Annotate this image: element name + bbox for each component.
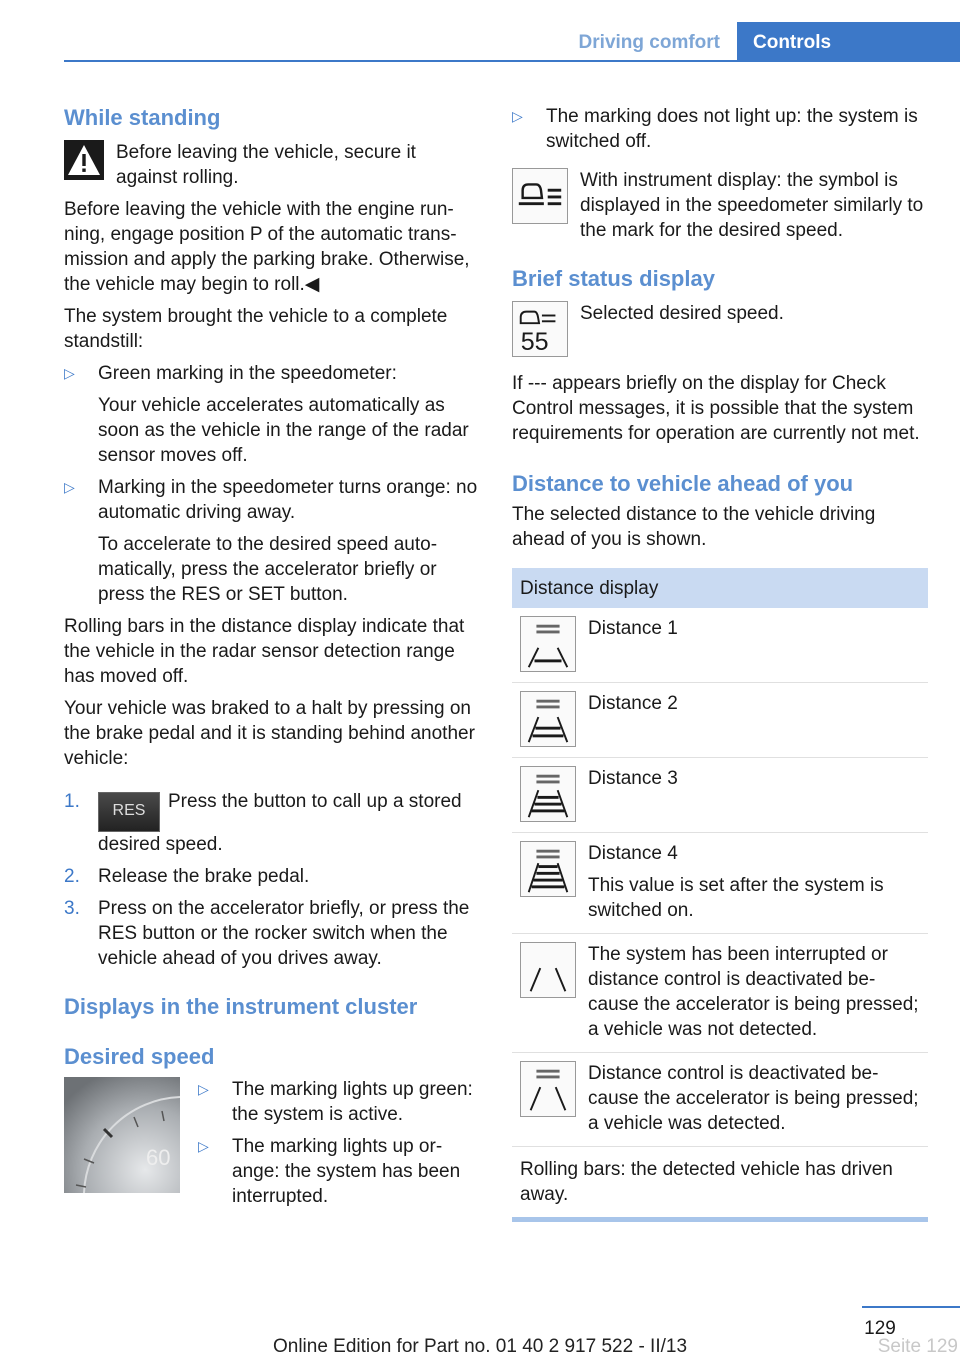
table-cell: Distance 4 xyxy=(588,843,678,864)
triangle-bullet-icon: ▷ xyxy=(198,1138,209,1154)
triangle-bullet-icon: ▷ xyxy=(64,365,75,381)
watermark: Seite 129 xyxy=(877,1336,958,1357)
brief-status-block xyxy=(512,301,928,357)
bullet-subtext: To accelerate to the desired speed auto-matically, press the accelerator briefly or press the RES or SET button. xyxy=(98,534,438,605)
distance-2-icon xyxy=(520,691,576,747)
table-row xyxy=(512,758,928,833)
res-button-icon: RES xyxy=(98,792,160,832)
bullet-text: Marking in the speedometer turns orange: no automatic driving away. xyxy=(98,477,478,523)
page-number: 129 xyxy=(864,1318,896,1339)
bullet-item xyxy=(64,475,482,607)
distance-table xyxy=(512,568,928,1222)
heading-distance: Distance to vehicle ahead of you xyxy=(512,471,854,496)
para-braked: Your vehicle was braked to a halt by pressing on the brake pedal and it is standing behind another vehicle: xyxy=(64,698,475,769)
bullet-item xyxy=(198,1134,482,1209)
bullet-text: The marking does not light up: the system is switched off. xyxy=(546,106,918,152)
instrument-display-text: With instrument display: the symbol is displayed in the speedometer similarly to the mark for the desired speed. xyxy=(580,170,924,241)
table-cell: Distance 1 xyxy=(588,618,678,639)
para-rolling-bars: Rolling bars in the distance display indicate that the vehicle in the radar sensor detection range has moved off. xyxy=(64,616,465,687)
para-selected-distance: The selected distance to the vehicle driving ahead of you is shown. xyxy=(512,504,876,550)
table-row xyxy=(512,608,928,683)
distance-deactivated-icon xyxy=(520,1061,576,1117)
warning-text: Before leaving the vehicle, secure it against rolling. xyxy=(116,142,416,188)
heading-desired-speed: Desired speed xyxy=(64,1044,215,1069)
header-rule xyxy=(64,60,960,62)
step-number: 2. xyxy=(64,866,80,887)
warning-block xyxy=(64,140,482,190)
table-cell: Distance 3 xyxy=(588,768,678,789)
table-cell: Distance 2 xyxy=(588,693,678,714)
distance-4-icon xyxy=(520,841,576,897)
bullet-text: The marking lights up green: the system is active. xyxy=(232,1079,473,1125)
bullet-text: Green marking in the speedometer: xyxy=(98,363,397,384)
left-column xyxy=(64,104,482,1209)
page-number-rule xyxy=(862,1306,960,1308)
bullet-item xyxy=(198,1077,482,1127)
footer-text: Online Edition for Part no. 01 40 2 917 522 - II/13 xyxy=(272,1336,688,1357)
para-leave-vehicle: Before leaving the vehicle with the engine run-ning, engage position P of the automatic trans-mission and apply the parking brake. Otherwise, the vehicle may begin to roll.◀ xyxy=(64,199,470,295)
bullet-text: The marking lights up or-ange: the system has been interrupted. xyxy=(232,1136,461,1207)
triangle-bullet-icon: ▷ xyxy=(64,479,75,495)
step-text: Release the brake pedal. xyxy=(98,866,310,887)
distance-1-icon xyxy=(520,616,576,672)
step-number: 3. xyxy=(64,898,80,919)
table-row xyxy=(512,833,928,934)
bullet-subtext: Your vehicle accelerates automatically as soon as the vehicle in the range of the radar sensor moves off. xyxy=(98,395,469,466)
step-item xyxy=(64,789,482,857)
instrument-display-note xyxy=(512,168,928,243)
heading-brief-status: Brief status display xyxy=(512,266,715,291)
step-number: 1. xyxy=(64,791,80,812)
table-row xyxy=(512,1053,928,1147)
heading-while-standing: While standing xyxy=(64,105,221,130)
table-cell: Distance control is deactivated be-cause the accelerator is being pressed; a vehicle was detected. xyxy=(588,1063,919,1134)
bullet-item xyxy=(512,104,928,154)
table-cell: The system has been interrupted or distance control is deactivated be-cause the accelerator is being pressed; a vehicle was not detected. xyxy=(588,944,919,1040)
distance-table-footer: Rolling bars: the detected vehicle has driven away. xyxy=(520,1159,893,1205)
table-row xyxy=(512,934,928,1053)
step-item xyxy=(64,896,482,971)
step-text: Press on the accelerator briefly, or press the RES button or the rocker switch when the vehicle ahead of you drives away. xyxy=(98,898,470,969)
triangle-bullet-icon: ▷ xyxy=(198,1081,209,1097)
distance-3-icon xyxy=(520,766,576,822)
triangle-bullet-icon: ▷ xyxy=(512,108,523,124)
warning-triangle-icon xyxy=(64,140,104,180)
speedometer-label: 60 xyxy=(146,1145,171,1170)
distance-interrupted-icon xyxy=(520,942,576,998)
para-check-control: If --- appears briefly on the display for Check Control messages, it is possible that the system requirements for operation are currently not met. xyxy=(512,373,920,444)
speedometer-image xyxy=(64,1077,180,1193)
heading-displays: Displays in the instrument cluster xyxy=(64,994,418,1019)
right-column xyxy=(512,104,928,1222)
header-section: Driving comfort xyxy=(578,32,720,53)
desired-speed-block xyxy=(64,1077,482,1209)
distance-table-header: Distance display xyxy=(512,568,928,608)
brief-status-number: 55 xyxy=(520,328,549,357)
brief-status-text: Selected desired speed. xyxy=(580,303,784,324)
para-brought-standstill: The system brought the vehicle to a complete standstill: xyxy=(64,306,448,352)
step-text: Press the button to call up a stored desired speed. xyxy=(98,791,462,855)
bullet-item xyxy=(64,361,482,468)
step-item xyxy=(64,864,482,889)
header-tab: Controls xyxy=(737,22,960,62)
brief-status-icon xyxy=(512,301,568,357)
table-cell-note: This value is set after the system is switched on. xyxy=(588,875,884,921)
acc-symbol-icon xyxy=(512,168,568,224)
table-row xyxy=(512,683,928,758)
